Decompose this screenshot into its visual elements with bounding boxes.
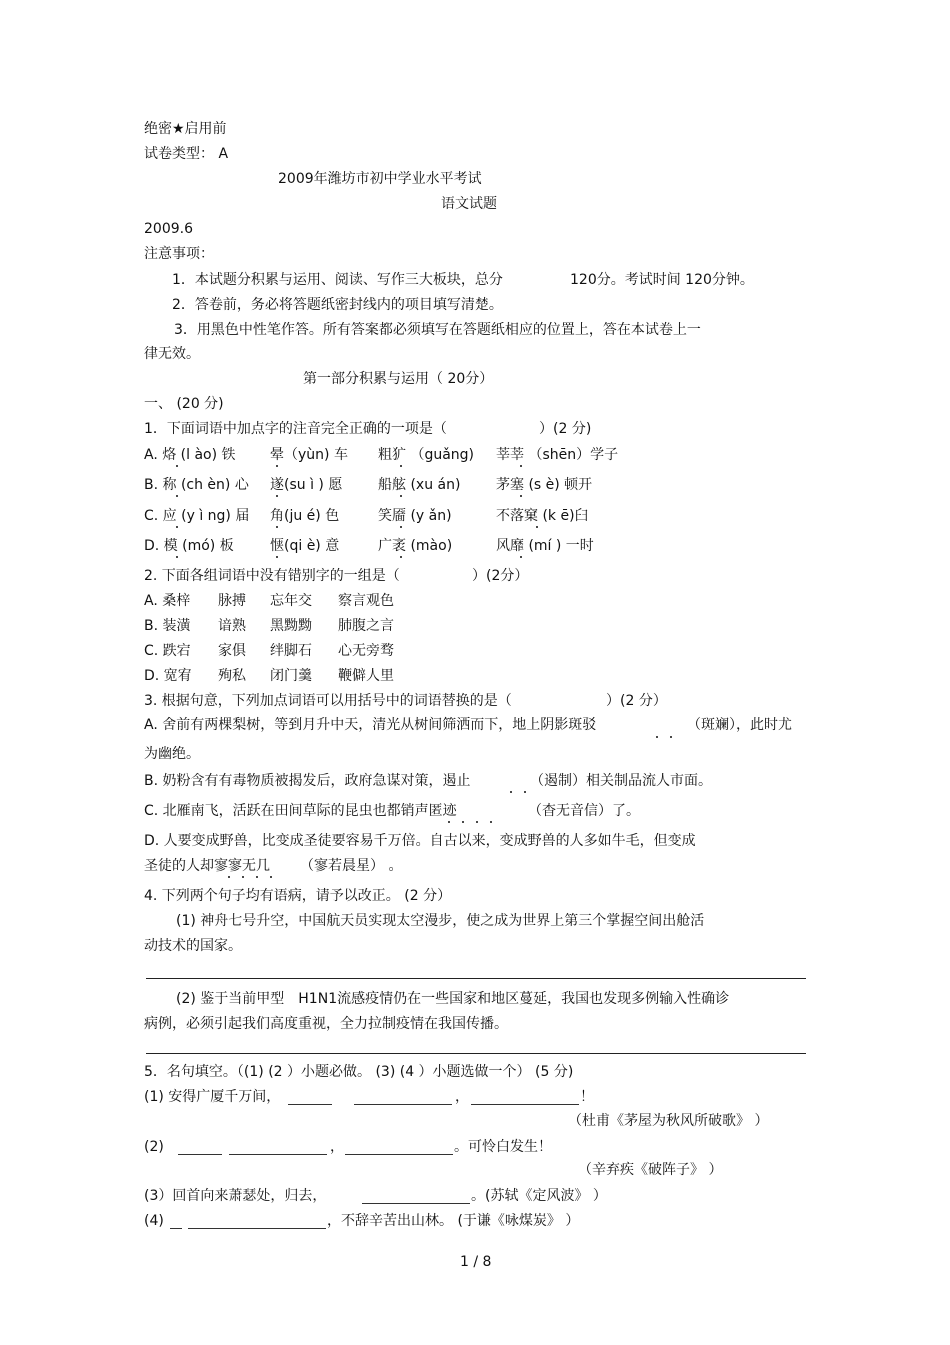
fill-blank[interactable] — [170, 1228, 182, 1229]
emphasis-dot — [276, 526, 278, 528]
q4-sentence2-line2: 病例，必须引起我们高度重视，全力拉制疫情在我国传播。 — [144, 1016, 508, 1032]
q3-d-text: 圣徒的人却寥寥无几 — [144, 858, 270, 874]
emphasis-dot — [400, 526, 402, 528]
q1-c-3: 笑靥 (y ǎn) — [378, 508, 452, 524]
emphasis-dot — [462, 821, 464, 823]
q1-points: ）(2 分) — [539, 421, 592, 437]
emphasis-dot — [400, 465, 402, 467]
emphasis-dot — [176, 526, 178, 528]
emphasis-dot — [448, 821, 450, 823]
q1-a-1: A. 烙 (l ào) 铁 — [144, 447, 236, 463]
q1-a-4: 莘莘 （shēn）学子 — [496, 447, 619, 463]
q2-c-3: 绊脚石 — [270, 643, 312, 659]
q5-part2-source: （辛弃疾《破阵子》 ） — [578, 1162, 723, 1178]
q4-s2-h1n1: H1N1 — [298, 991, 338, 1007]
emphasis-dot — [520, 495, 522, 497]
q5-stem: 5．名句填空。（(1) (2 ）小题必做。 (3) (4 ）小题选做一个） (5 分) — [144, 1064, 574, 1080]
q3-points: ）(2 分） — [606, 693, 667, 709]
q4-sentence1-line1: (1) 神舟七号升空，中国航天员实现太空漫步，使之成为世界上第三个掌握空间出舱活 — [176, 913, 705, 929]
emphasis-dot — [524, 791, 526, 793]
q2-b-3: 黑黝黝 — [270, 618, 312, 634]
q2-c-1: C. 跌宕 — [144, 643, 191, 659]
note-2: 2．答卷前，务必将答题纸密封线内的项目填写清楚。 — [172, 297, 503, 313]
exam-subtitle: 语文试题 — [441, 196, 497, 212]
q2-b-2: 谙熟 — [218, 618, 246, 634]
q5-part1-source: （杜甫《茅屋为秋风所破歌》 ） — [568, 1113, 769, 1129]
emphasis-dot — [276, 495, 278, 497]
q1-d-1: D. 模 (mó) 板 — [144, 538, 234, 554]
q1-d-4: 风靡 (mí ) 一时 — [496, 538, 594, 554]
q5-part1-end: ！ — [580, 1089, 594, 1105]
answer-line — [146, 1053, 806, 1054]
q5-part2-label: (2) — [144, 1139, 164, 1155]
q1-c-4: 不落窠 (k ē)臼 — [496, 508, 589, 524]
emphasis-dot — [176, 556, 178, 558]
emphasis-dot — [476, 821, 478, 823]
note-1b: 120分。考试时间 120分钟。 — [570, 272, 754, 288]
fill-blank[interactable] — [178, 1154, 222, 1155]
fill-blank[interactable] — [345, 1154, 453, 1155]
q2-c-2: 家俱 — [218, 643, 246, 659]
q3-option-b — [144, 772, 712, 790]
q1-stem — [144, 420, 592, 438]
page-number: 1 / 8 — [460, 1254, 492, 1270]
q3-option-a-line2: 为幽绝。 — [144, 746, 200, 762]
emphasis-dot — [176, 495, 178, 497]
q1-c-2: 角(ju é) 色 — [270, 508, 340, 524]
part1-heading: 第一部分积累与运用（ 20分） — [303, 371, 494, 387]
q3-option-c — [144, 802, 640, 820]
note-1a: 1．本试题分积累与运用、阅读、写作三大板块，总分 — [172, 272, 503, 288]
emphasis-dot — [520, 556, 522, 558]
q3-a-replacement: （斑斓），此时尤 — [687, 717, 792, 733]
q4-sentence2-line1 — [176, 990, 729, 1008]
comma-sep: ， — [330, 1139, 344, 1155]
q2-c-4: 心无旁骛 — [338, 643, 394, 659]
fill-blank[interactable] — [362, 1203, 470, 1204]
q2-d-3: 闭门羹 — [270, 668, 312, 684]
exam-date: 2009.6 — [144, 221, 193, 237]
emphasis-dot — [276, 465, 278, 467]
q4-s2-post: 流感疫情仍在一些国家和地区蔓延，我国也发现多例输入性确诊 — [337, 991, 730, 1007]
q3-d-replacement: （寥若晨星） 。 — [300, 858, 403, 874]
q1-b-3: 船舷 (xu án) — [378, 477, 461, 493]
emphasis-dot — [176, 465, 178, 467]
fill-blank[interactable] — [354, 1104, 452, 1105]
q2-stem — [144, 567, 529, 585]
q3-option-d-line2 — [144, 857, 403, 875]
q1-d-2: 惬(qi è) 意 — [270, 538, 340, 554]
fill-blank[interactable] — [471, 1104, 579, 1105]
q2-b-4: 肺腹之言 — [338, 618, 394, 634]
q3-stem — [144, 692, 667, 710]
note-3b: 律无效。 — [144, 346, 200, 362]
q1-b-1: B. 称 (ch èn) 心 — [144, 477, 249, 493]
q2-stem-text: 2. 下面各组词语中没有错别字的一组是（ — [144, 568, 400, 584]
q2-a-3: 忘年交 — [270, 593, 312, 609]
q1-b-4: 茅塞 (s è) 顿开 — [496, 477, 593, 493]
q3-a-text: A. 舍前有两棵梨树，等到月升中天，清光从树间筛洒而下，地上阴影斑驳 — [144, 717, 597, 733]
q5-part1-label: (1) 安得广厦千万间， — [144, 1089, 281, 1105]
q2-a-1: A. 桑梓 — [144, 593, 191, 609]
q1-a-3: 粗犷 （guǎng) — [378, 447, 475, 463]
note-3a: 3．用黑色中性笔作答。所有答案都必须填写在答题纸相应的位置上，答在本试卷上一 — [174, 322, 701, 338]
emphasis-dot — [670, 736, 672, 738]
q3-option-d-line1: D. 人要变成野兽，比变成圣徒要容易千万倍。自古以来，变成野兽的人多如牛毛，但变成 — [144, 833, 696, 849]
emphasis-dot — [490, 821, 492, 823]
section1-heading: 一、 (20 分) — [144, 396, 224, 412]
q5-part2-end: 。可怜白发生！ — [454, 1139, 552, 1155]
exam-title: 2009年潍坊市初中学业水平考试 — [278, 171, 482, 187]
emphasis-dot — [256, 876, 258, 878]
emphasis-dot — [276, 556, 278, 558]
q2-b-1: B. 装潢 — [144, 618, 191, 634]
secret-label: 绝密★启用前 — [144, 121, 227, 137]
q2-a-4: 察言观色 — [338, 593, 394, 609]
q5-part3-label: (3）回首向来萧瑟处，归去， — [144, 1188, 327, 1204]
q2-d-2: 殉私 — [218, 668, 246, 684]
emphasis-dot — [656, 736, 658, 738]
comma-sep: ， — [455, 1089, 469, 1105]
q3-b-replacement: （遏制）相关制品流人市面。 — [530, 773, 712, 789]
q1-a-2: 晕（yùn) 车 — [270, 447, 348, 463]
emphasis-dot — [242, 876, 244, 878]
q4-s2-pre: (2) 鉴于当前甲型 — [176, 991, 285, 1007]
fill-blank[interactable] — [229, 1154, 327, 1155]
q3-c-replacement: （杳无音信）了。 — [528, 803, 640, 819]
q5-part4-label: (4) — [144, 1213, 164, 1229]
emphasis-dot — [536, 526, 538, 528]
q2-points: ）(2分） — [472, 568, 529, 584]
emphasis-dot — [510, 791, 512, 793]
q4-stem: 4. 下列两个句子均有语病，请予以改正。 (2 分） — [144, 888, 452, 904]
fill-blank[interactable] — [188, 1228, 326, 1229]
q1-c-1: C. 应 (y ì ng) 届 — [144, 508, 250, 524]
q1-stem-text: 1．下面词语中加点字的注音完全正确的一项是（ — [144, 421, 447, 437]
q3-c-text: C. 北雁南飞，活跃在田间草际的昆虫也都销声匿迹 — [144, 803, 457, 819]
answer-line — [146, 978, 806, 979]
paper-type: 试卷类型： A — [144, 146, 229, 162]
fill-blank[interactable] — [288, 1104, 332, 1105]
emphasis-dot — [400, 556, 402, 558]
emphasis-dot — [520, 465, 522, 467]
q1-b-2: 遂(su ì ) 愿 — [270, 477, 343, 493]
q3-b-text: B. 奶粉含有有毒物质被揭发后，政府急谋对策，遏止 — [144, 773, 471, 789]
q5-part3-end: 。(苏轼《定风波》 ） — [471, 1188, 607, 1204]
q2-d-4: 鞭僻人里 — [338, 668, 394, 684]
q3-stem-text: 3. 根据句意，下列加点词语可以用括号中的词语替换的是（ — [144, 693, 512, 709]
emphasis-dot — [270, 876, 272, 878]
q5-part4-end: ，不辞辛苦出山林。 (于谦《咏煤炭》 ） — [327, 1213, 580, 1229]
emphasis-dot — [228, 876, 230, 878]
q2-a-2: 脉搏 — [218, 593, 246, 609]
emphasis-dot — [400, 495, 402, 497]
notes-heading: 注意事项： — [144, 246, 214, 262]
q1-d-3: 广袤 (mào) — [378, 538, 453, 554]
q3-option-a-line1 — [144, 716, 792, 734]
q4-sentence1-line2: 动技术的国家。 — [144, 938, 242, 954]
q2-d-1: D. 宽宥 — [144, 668, 192, 684]
